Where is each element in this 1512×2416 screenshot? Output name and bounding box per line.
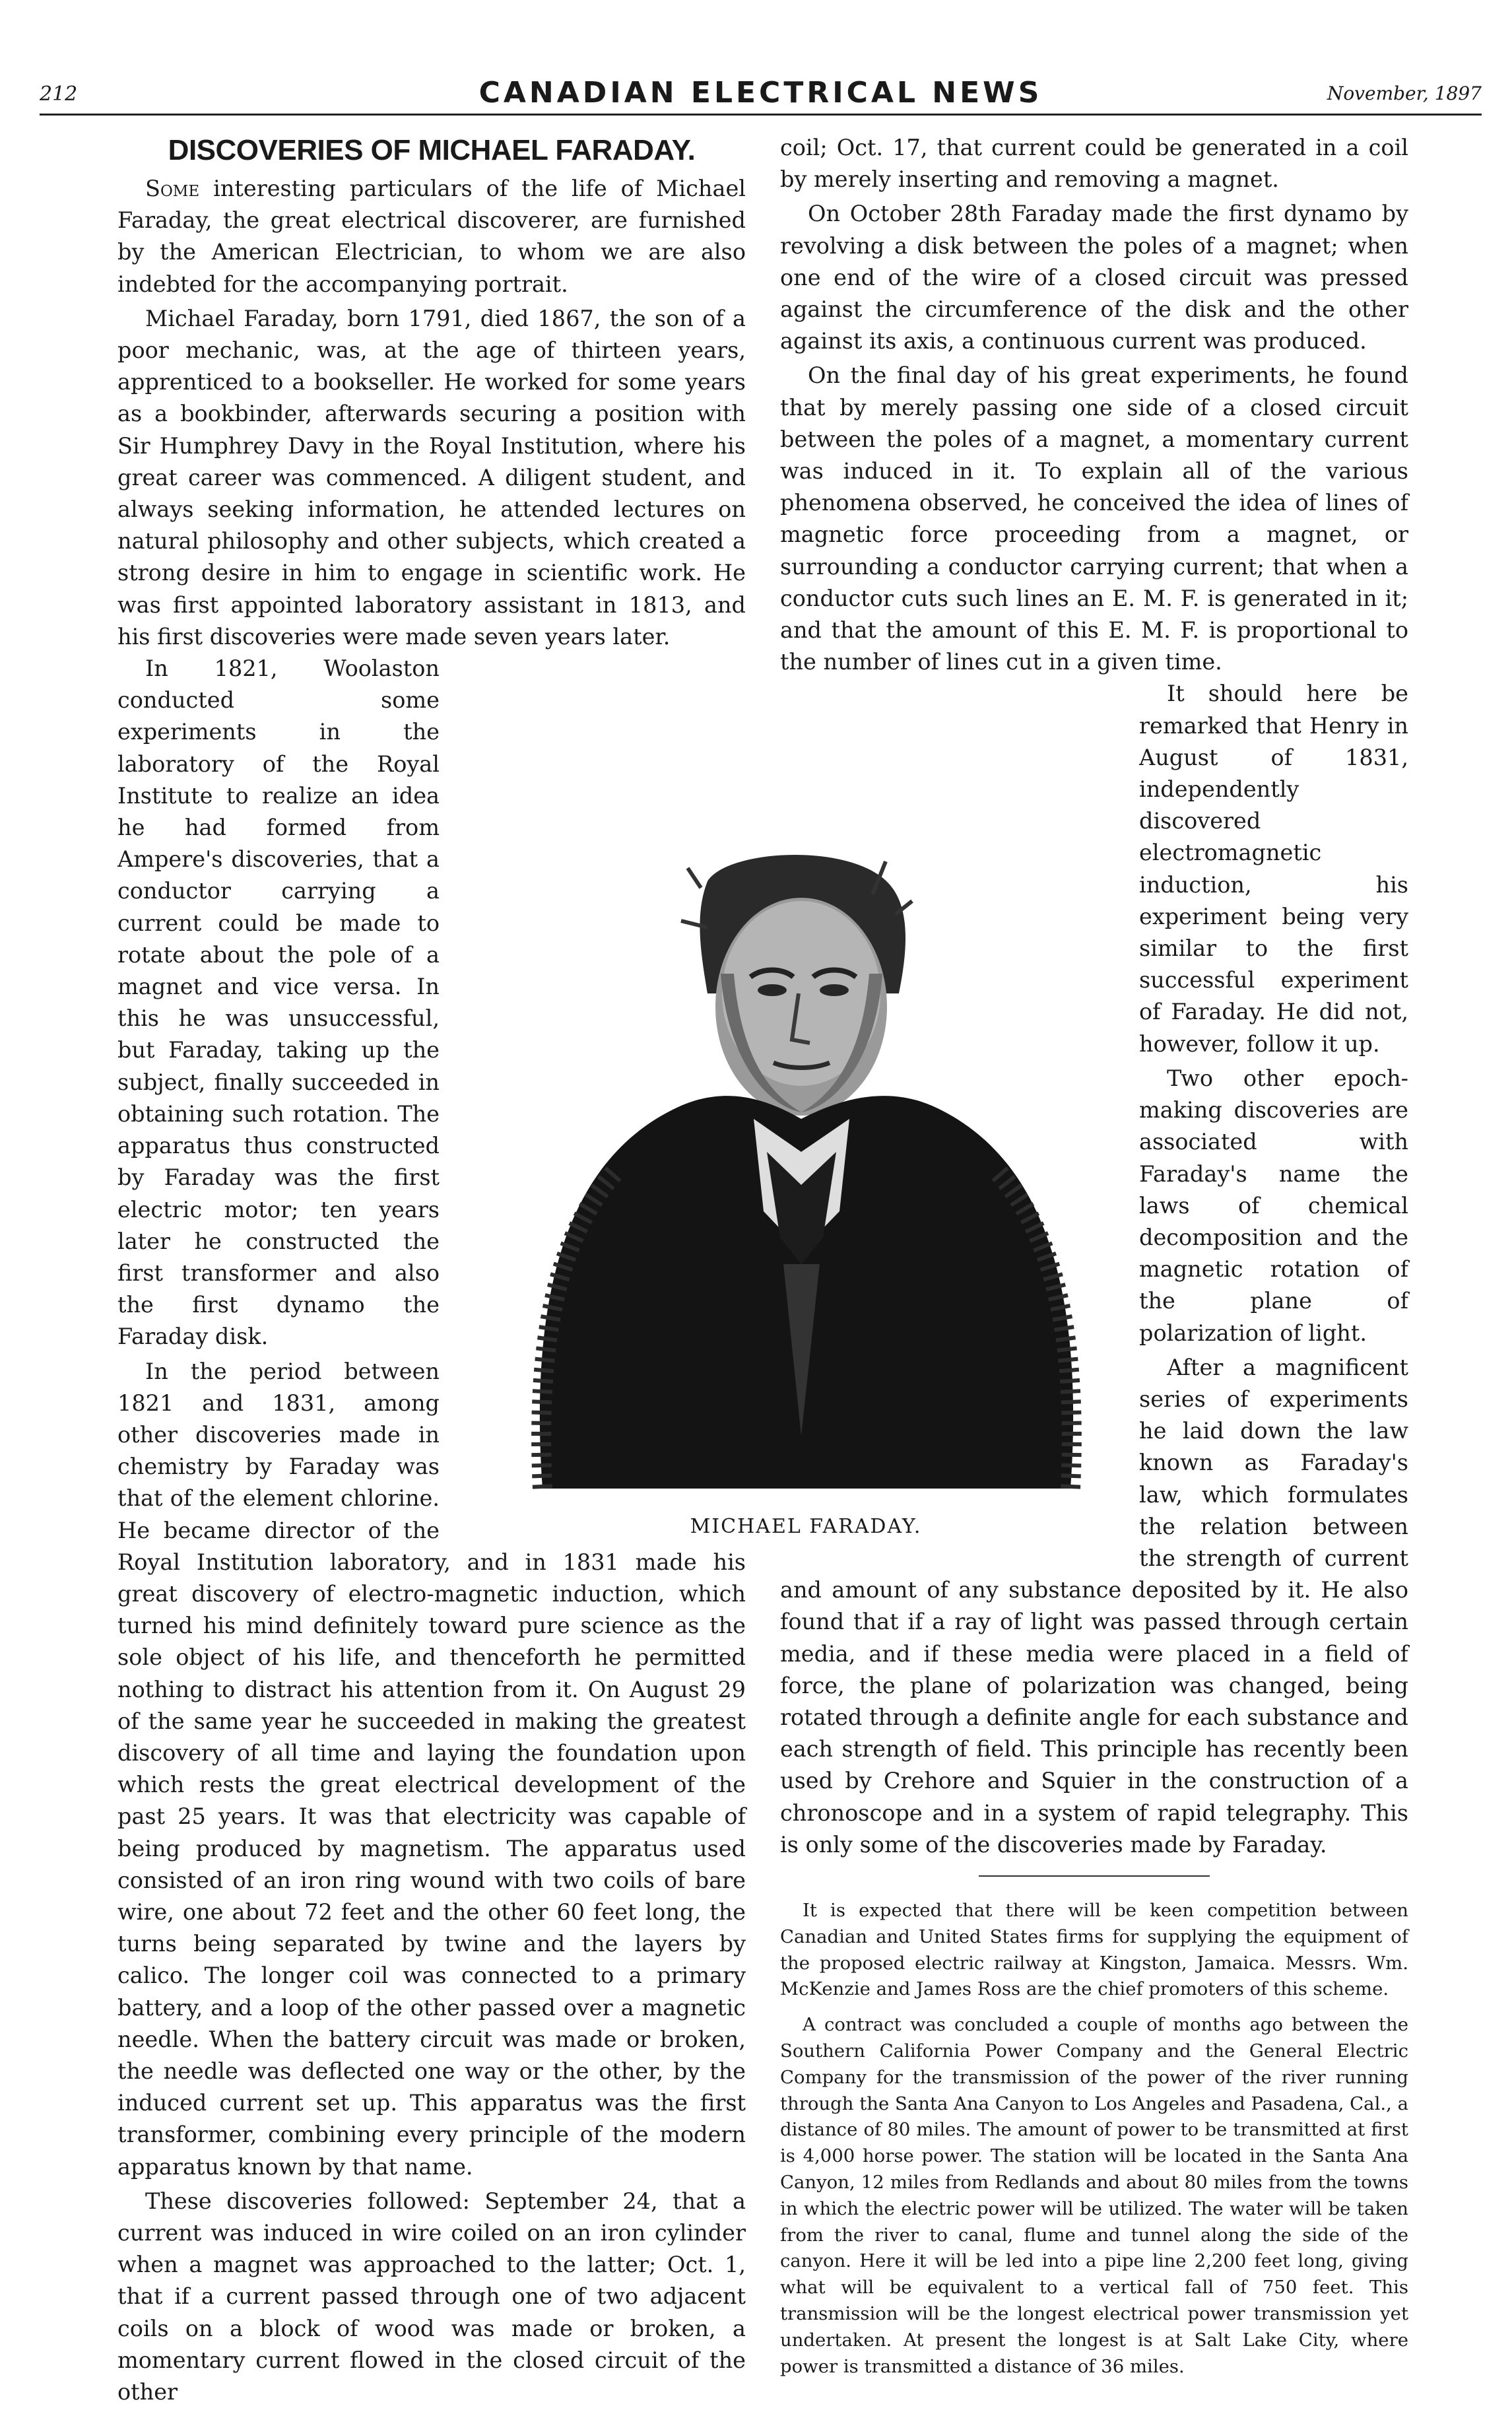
left-column — [117, 132, 746, 2408]
article-paragraph: It should here be remarked that Henry in August of 1831, independently discovered electromagnetic induction, his experiment being very similar to the first successful experiment of Faraday. He did not, however, follow it up. — [1139, 681, 1408, 1057]
news-notes — [780, 1898, 1408, 2380]
article-paragraph: coil; Oct. 17, that current could be generated in a coil by merely inserting and removing a magnet. — [780, 135, 1408, 193]
article-paragraph: On October 28th Faraday made the first dynamo by revolving a disk between the poles of a magnet; when one end of the wire of a closed circuit was pressed against the circumference of the disk and the other against its axis, a continuous current was produced. — [780, 201, 1408, 354]
article-paragraph: On the final day of his great experiments, he found that by merely passing one side of a closed circuit between the poles of a magnet, a momentary current was induced in it. To explain all of the various phenomena observed, he conceived the idea of lines of magnetic force proceeding from a magnet, or surrounding a conductor carrying current; that when a conductor cuts such lines an E. M. F. is generated in it; and that the amount of this E. M. F. is proportional to the number of lines cut in a given time. — [780, 362, 1408, 675]
article-paragraph: Michael Faraday, born 1791, died 1867, the son of a poor mechanic, was, at the age of thirteen years, apprenticed to a bookseller. He worked for some years as a bookbinder, afterwards securing a position with Sir Humphrey Davy in the Royal Institution, where his great career was commenced. A diligent student, and always seeking information, he attended lectures on natural philosophy and other subjects, which created a strong desire in him to engage in scientific work. He was first appointed laboratory assistant in 1813, and his first discoveries were made seven years later. — [117, 305, 746, 650]
right-column — [780, 132, 1408, 2380]
portrait-wrap-space-right — [780, 682, 1123, 1557]
issue-date: November, 1897 — [1327, 83, 1482, 104]
news-note: It is expected that there will be keen competition between Canadian and United States firms for supplying the equipment of the proposed electric railway at Kingston, Jamaica. Messrs. Wm. McKenzie and James Ross are the chief promoters of this scheme. — [780, 1899, 1408, 2000]
article-paragraph: After a magnificent series of experiments he laid down the law known as Faraday's law, which formulates the relation between the strength of current and amount of any substance deposited by it. He also found that if a ray of light was passed through certain media, and if these media were placed in a field of force, the plane of polarization was changed, being rotated through a definite angle for each substance and each strength of field. This principle has recently been used by Crehore and Squier in the construction of a chronoscope and in a system of rapid telegraphy. This is only some of the discoveries made by Faraday. — [780, 1354, 1408, 1858]
article-paragraph: Two other epoch-making discoveries are associated with Faraday's name the laws of chemical decomposition and the magnetic rotation of the plane of polarization of light. — [1139, 1065, 1408, 1346]
article-paragraph: In the period between 1821 and 1831, among other discoveries made in chemistry by Faraday was that of the element chlorine. He became director of the Royal Institution laboratory, and in 1831 made his great discovery of electro-magnetic induction, which turned his mind definitely toward pure science as the sole object of his life, and thenceforth he permitted nothing to distract his attention from it. On August 29 of the same year he succeeded in making the greatest discovery of all time and laying the foundation upon which rests the great electrical development of the past 25 years. It was that electricity was capable of being produced by magnetism. The apparatus used consisted of an iron ring wound with two coils of bare wire, one about 72 feet and the other 60 feet long, the turns being separated by twine and the layers by calico. The longer coil was connected to a primary battery, and a loop of the other passed over a magnetic needle. When the battery circuit was made or broken, the needle was deflected one way or the other, by the induced current set up. This apparatus was the first transformer, combining every principle of the modern apparatus known by that name. — [117, 1358, 746, 2180]
article-paragraph: In 1821, Woolaston conducted some experiments in the laboratory of the Royal Institute to realize an idea he had formed from Ampere's discoveries, that a conductor carrying a current could be made to rotate about the pole of a magnet and vice versa. In this he was unsuccessful, but Faraday, taking up the subject, finally succeeded in obtaining such rotation. The apparatus thus constructed by Faraday was the first electric motor; ten years later he constructed the first transformer and also the first dynamo the Faraday disk. — [117, 655, 440, 1350]
portrait-wrap-space-left — [455, 657, 746, 1531]
article-paragraph: These discoveries followed: September 24, that a current was induced in wire coiled on an iron cylinder when a magnet was approached to the latter; Oct. 1, that if a current passed through one of two adjacent coils on a block of wood was made or broken, a momentary current flowed in the closed circuit of the other — [117, 2188, 746, 2405]
news-note: A contract was concluded a couple of months ago between the Southern California Power Company and the General Electric Company for the transmission of the power of the river running through the Santa Ana Canyon to Los Angeles and Pasadena, Cal., a distance of 80 miles. The amount of power to be transmitted at first is 4,000 horse power. The station will be located in the Santa Ana Canyon, 12 miles from Redlands and about 80 miles from the towns in which the electric power will be utilized. The water will be taken from the river to canal, flume and tunnel along the side of the canyon. Here it will be led into a pipe line 2,200 feet long, giving what will be equivalent to a vertical fall of 750 feet. This transmission will be the longest electrical power transmission yet undertaken. At present the longest is at Salt Lake City, where power is transmitted a distance of 36 miles. — [780, 2014, 1408, 2377]
section-divider — [979, 1875, 1210, 1877]
article-paragraph: Some interesting particulars of the life of Michael Faraday, the great electrical discoverer, are furnished by the American Electrician, to whom we are also indebted for the accompanying portrait. — [117, 176, 746, 297]
publication-title: CANADIAN ELECTRICAL NEWS — [478, 76, 1043, 110]
page-number: 212 — [40, 83, 78, 106]
portrait-caption: MICHAEL FARADAY. — [690, 1515, 922, 1538]
running-head — [40, 76, 1482, 116]
header-rule — [40, 114, 1482, 116]
lead-word: Some — [145, 176, 200, 201]
article-headline: DISCOVERIES OF MICHAEL FARADAY. — [168, 134, 696, 166]
